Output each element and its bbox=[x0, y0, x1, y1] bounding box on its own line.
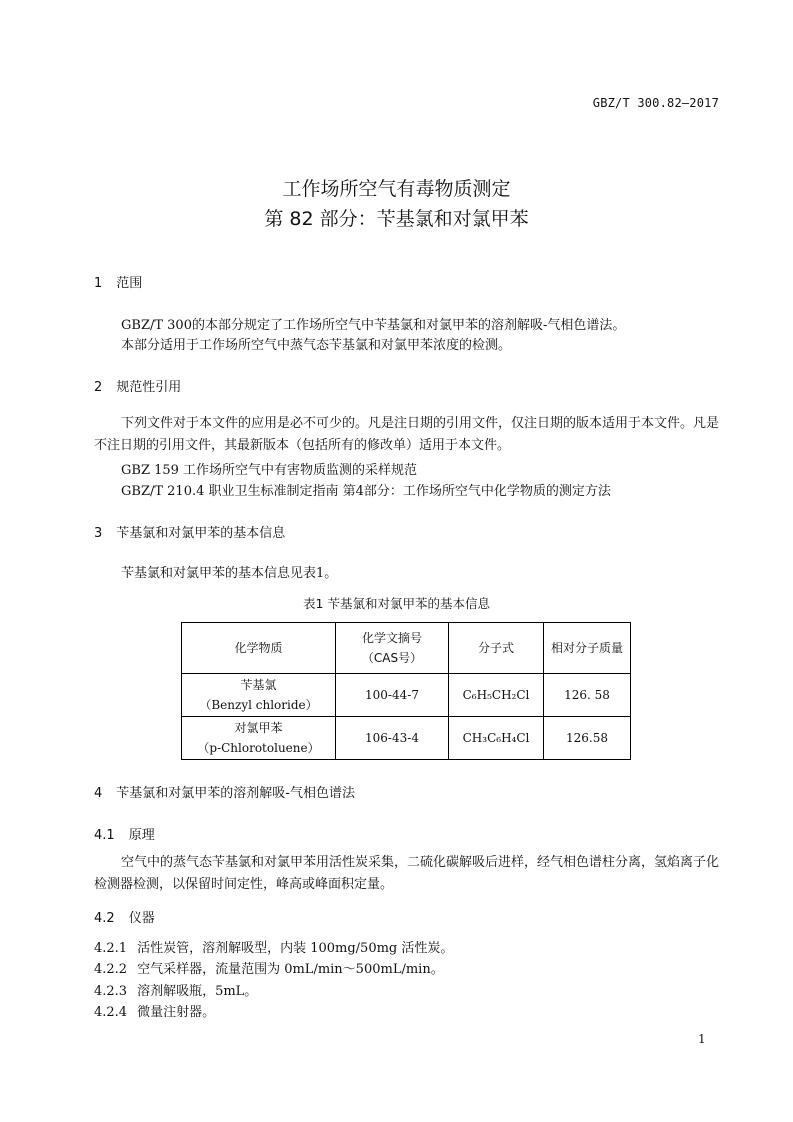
item-number: 4.2.2 bbox=[94, 962, 128, 977]
section-number: 3 bbox=[94, 526, 103, 541]
section-4-2-heading bbox=[94, 907, 155, 926]
cell-substance bbox=[182, 674, 336, 717]
item-number: 4.2.4 bbox=[94, 1005, 128, 1020]
header-substance: 化学物质 bbox=[182, 623, 336, 674]
item-text: 溶剂解吸瓶，5mL。 bbox=[137, 984, 258, 999]
item-text: 微量注射器。 bbox=[137, 1005, 216, 1020]
header-molecular-weight: 相对分子质量 bbox=[544, 623, 631, 674]
substance-name-en: （Benzyl chloride） bbox=[199, 698, 318, 712]
section-3-para-1: 苄基氯和对氯甲苯的基本信息见表1。 bbox=[121, 566, 338, 581]
section-2-heading bbox=[94, 376, 181, 395]
cell-formula: CH₃C₆H₄Cl bbox=[449, 717, 544, 760]
section-title: 苄基氯和对氯甲苯的基本信息 bbox=[116, 526, 286, 541]
substance-name-cn: 苄基氯 bbox=[240, 678, 277, 692]
cell-molecular-weight: 126. 58 bbox=[544, 674, 631, 717]
list-item bbox=[94, 1001, 215, 1020]
table-1-caption: 表1 苄基氯和对氯甲苯的基本信息 bbox=[303, 596, 490, 611]
standard-code: GBZ/T 300.82—2017 bbox=[592, 96, 719, 110]
cell-formula: C₆H₅CH₂Cl bbox=[449, 674, 544, 717]
section-3-heading bbox=[94, 522, 285, 541]
section-title: 原理 bbox=[128, 828, 155, 843]
section-number: 4.1 bbox=[94, 828, 115, 843]
reference-gbz-159: GBZ 159 工作场所空气中有害物质监测的采样规范 bbox=[121, 463, 418, 478]
cell-molecular-weight: 126.58 bbox=[544, 717, 631, 760]
section-number: 2 bbox=[94, 380, 103, 395]
title-line-1: 工作场所空气有毒物质测定 bbox=[282, 178, 511, 200]
section-number: 4 bbox=[94, 786, 103, 801]
title-line-2: 第 82 部分：苄基氯和对氯甲苯 bbox=[264, 208, 529, 230]
header-formula: 分子式 bbox=[449, 623, 544, 674]
item-text: 空气采样器，流量范围为 0mL/min～500mL/min。 bbox=[137, 962, 444, 977]
section-1-para-1: GBZ/T 300的本部分规定了工作场所空气中苄基氯和对氯甲苯的溶剂解吸-气相色谱法。 bbox=[121, 318, 626, 333]
section-number: 4.2 bbox=[94, 911, 115, 926]
section-4-1-heading bbox=[94, 824, 155, 843]
table-header-row bbox=[182, 623, 631, 674]
list-item bbox=[94, 958, 444, 977]
section-number: 1 bbox=[94, 276, 103, 291]
list-item bbox=[94, 980, 257, 999]
section-title: 苄基氯和对氯甲苯的溶剂解吸-气相色谱法 bbox=[116, 786, 355, 801]
header-cas bbox=[336, 623, 449, 674]
header-cas-line-2: （CAS号） bbox=[361, 651, 423, 665]
cell-cas: 100-44-7 bbox=[336, 674, 449, 717]
item-number: 4.2.3 bbox=[94, 984, 128, 999]
section-4-heading bbox=[94, 782, 355, 801]
section-1-heading bbox=[94, 272, 142, 291]
cell-cas: 106-43-4 bbox=[336, 717, 449, 760]
item-number: 4.2.1 bbox=[94, 941, 128, 956]
substance-name-cn: 对氯甲苯 bbox=[234, 721, 283, 735]
list-item bbox=[94, 937, 453, 956]
section-2-para-1: 下列文件对于本文件的应用是必不可少的。凡是注日期的引用文件，仅注日期的版本适用于本文件。凡是不注日期的引用文件，其最新版本（包括所有的修改单）适用于本文件。 bbox=[94, 416, 720, 453]
page-number: 1 bbox=[698, 1032, 706, 1046]
item-text: 活性炭管，溶剂解吸型，内装 100mg/50mg 活性炭。 bbox=[137, 941, 454, 956]
section-title: 仪器 bbox=[128, 911, 155, 926]
table-row bbox=[182, 674, 631, 717]
section-1-para-2: 本部分适用于工作场所空气中蒸气态苄基氯和对氯甲苯浓度的检测。 bbox=[121, 338, 512, 353]
header-cas-line-1: 化学文摘号 bbox=[361, 631, 422, 645]
section-title: 范围 bbox=[116, 276, 143, 291]
reference-gbz-t-210-4: GBZ/T 210.4 职业卫生标准制定指南 第4部分：工作场所空气中化学物质的测定方法 bbox=[121, 484, 611, 499]
substance-name-en: （p-Chlorotoluene） bbox=[197, 741, 320, 755]
table-row bbox=[182, 717, 631, 760]
section-4-1-para: 空气中的蒸气态苄基氯和对氯甲苯用活性炭采集，二硫化碳解吸后进样，经气相色谱柱分离，氢焰离子化检测器检测，以保留时间定性，峰高或峰面积定量。 bbox=[94, 855, 720, 892]
section-title: 规范性引用 bbox=[116, 380, 182, 395]
table-1 bbox=[181, 622, 631, 760]
cell-substance bbox=[182, 717, 336, 760]
